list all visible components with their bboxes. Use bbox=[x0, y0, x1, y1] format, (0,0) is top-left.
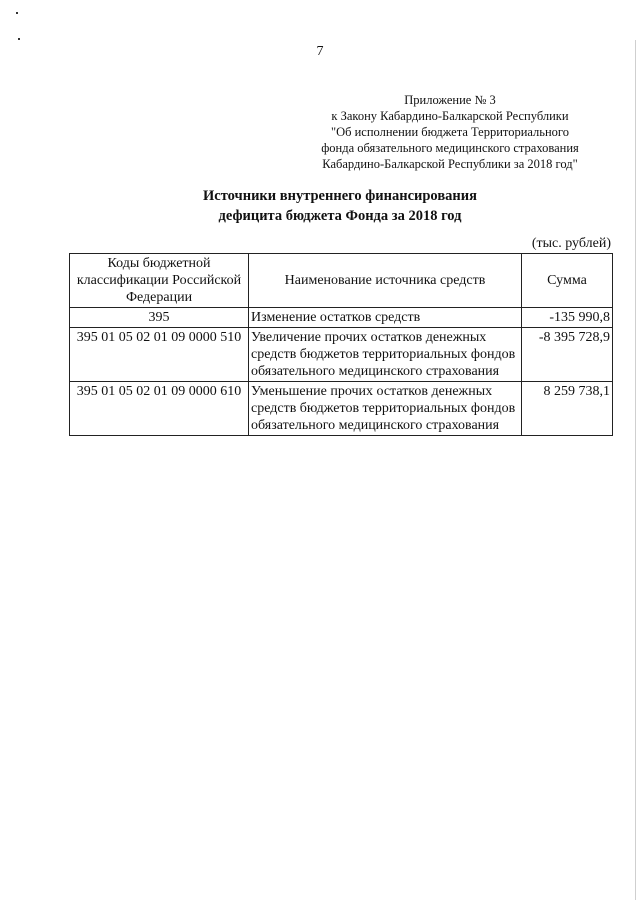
appendix-line: "Об исполнении бюджета Территориального bbox=[330, 125, 569, 139]
appendix-reference bbox=[300, 92, 600, 172]
appendix-line: Приложение № 3 bbox=[404, 93, 496, 107]
row-name: Увеличение прочих остатков денежных средств бюджетов территориальных фондов обязательного медицинского страхования bbox=[249, 328, 522, 382]
row-name: Изменение остатков средств bbox=[249, 308, 522, 328]
row-code: 395 bbox=[70, 308, 249, 328]
row-amount: -8 395 728,9 bbox=[522, 328, 613, 382]
appendix-line: фонда обязательного медицинского страхования bbox=[321, 141, 579, 155]
table-row bbox=[70, 308, 613, 328]
header-code: Коды бюджетной классификации Российской Федерации bbox=[70, 254, 249, 308]
table-header-row bbox=[70, 254, 613, 308]
document-title bbox=[0, 186, 640, 226]
scan-speck bbox=[18, 38, 20, 40]
header-name: Наименование источника средств bbox=[249, 254, 522, 308]
appendix-line: Кабардино-Балкарской Республики за 2018 год" bbox=[322, 157, 578, 171]
row-name: Уменьшение прочих остатков денежных средств бюджетов территориальных фондов обязательного медицинского страхования bbox=[249, 382, 522, 436]
units-note: (тыс. рублей) bbox=[531, 236, 611, 251]
title-line-2: дефицита бюджета Фонда за 2018 год bbox=[218, 208, 462, 224]
financing-sources-table bbox=[69, 253, 613, 436]
table-row bbox=[70, 382, 613, 436]
header-amount: Сумма bbox=[522, 254, 613, 308]
row-amount: 8 259 738,1 bbox=[522, 382, 613, 436]
table-row bbox=[70, 328, 613, 382]
row-code: 395 01 05 02 01 09 0000 610 bbox=[70, 382, 249, 436]
scan-edge-line bbox=[635, 40, 636, 900]
row-amount: -135 990,8 bbox=[522, 308, 613, 328]
page-number: 7 bbox=[316, 44, 324, 59]
appendix-line: к Закону Кабардино-Балкарской Республики bbox=[331, 109, 569, 123]
scan-speck bbox=[16, 12, 18, 14]
row-code: 395 01 05 02 01 09 0000 510 bbox=[70, 328, 249, 382]
title-line-1: Источники внутреннего финансирования bbox=[203, 188, 477, 204]
